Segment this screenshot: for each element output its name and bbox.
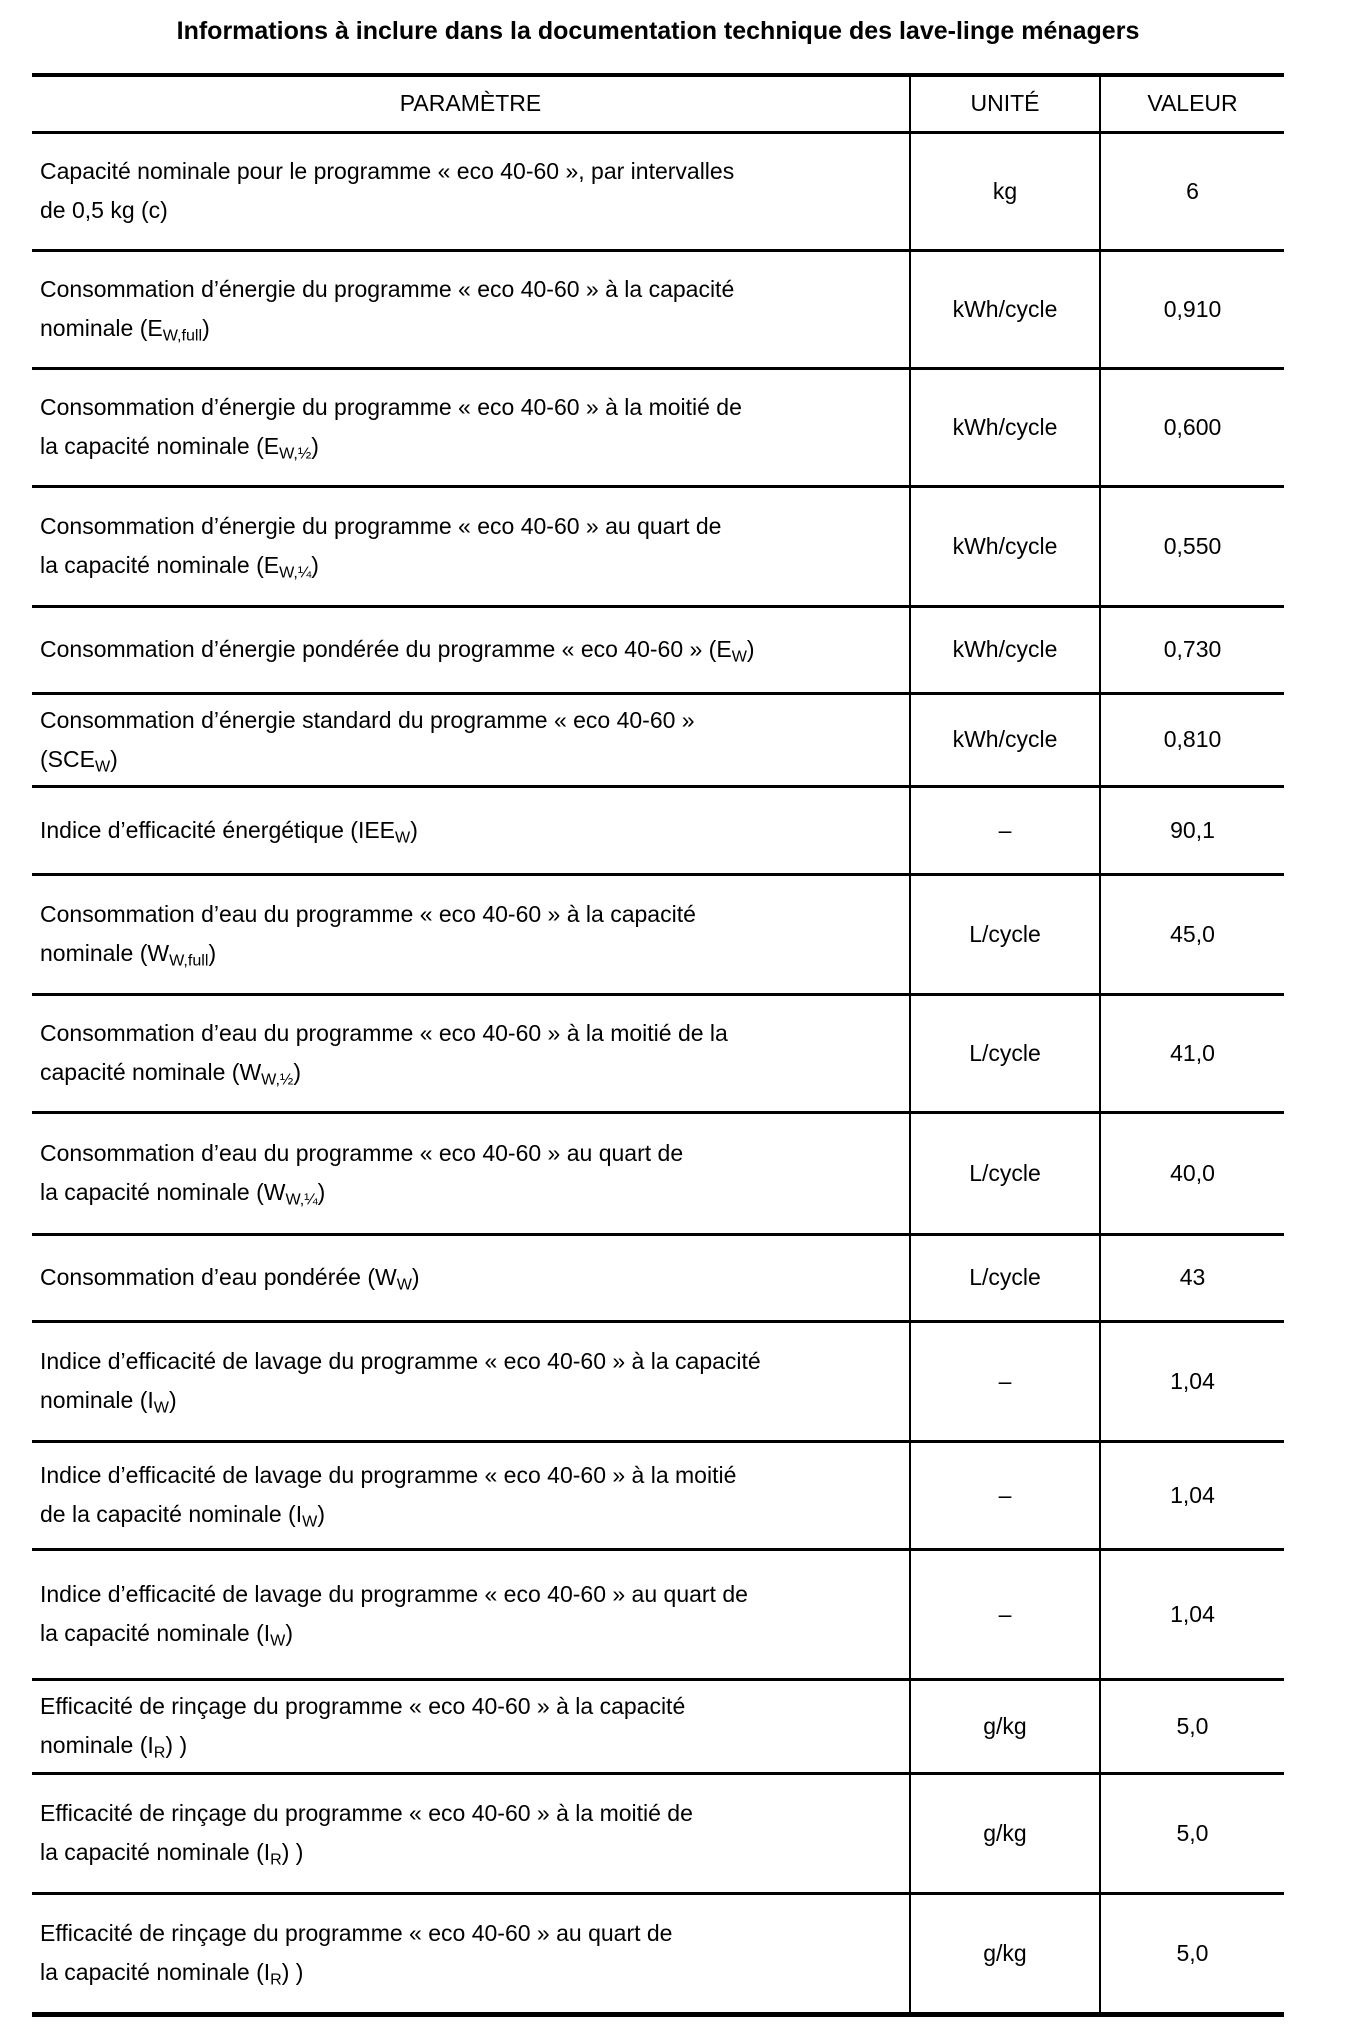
unit-cell: L/cycle (910, 1112, 1100, 1234)
table-row (32, 1679, 1284, 1773)
unit-cell: kWh/cycle (910, 486, 1100, 606)
param-cell: Efficacité de rinçage du programme « eco 40-60 » à la capacité nominale $(I_R)$ ) (32, 1679, 910, 1773)
header-row (32, 75, 1284, 132)
param-cell: Capacité nominale pour le programme « eco 40-60 », par intervalles de 0,5 kg (c) (32, 132, 910, 250)
param-cell: Consommation d’énergie du programme « eco 40-60 » au quart de la capacité nominale $(E_{W,\frac{1}{4}})$ (32, 486, 910, 606)
table-row (32, 132, 1284, 250)
value-cell: 0,550 (1100, 486, 1284, 606)
param-cell: Efficacité de rinçage du programme « eco 40-60 » à la moitié de la capacité nominale $(I_R)$ ) (32, 1773, 910, 1893)
param-cell: Efficacité de rinçage du programme « eco 40-60 » au quart de la capacité nominale $(I_R)$ ) (32, 1893, 910, 2014)
table-row (32, 250, 1284, 368)
value-cell: 41,0 (1100, 994, 1284, 1112)
unit-cell: g/kg (910, 1893, 1100, 2014)
table-row (32, 486, 1284, 606)
unit-cell: g/kg (910, 1679, 1100, 1773)
value-cell: 43 (1100, 1234, 1284, 1321)
table-row (32, 1112, 1284, 1234)
param-cell: Consommation d’énergie pondérée du programme « eco 40-60 » $(E_W)$ (32, 606, 910, 693)
unit-cell: – (910, 786, 1100, 874)
unit-cell: kg (910, 132, 1100, 250)
param-cell: Consommation d’eau pondérée $(W_W)$ (32, 1234, 910, 1321)
param-cell: Consommation d’énergie du programme « eco 40-60 » à la moitié de la capacité nominale $(E_{W,\frac{1}{2}})$ (32, 368, 910, 486)
value-cell: 1,04 (1100, 1321, 1284, 1441)
unit-cell: – (910, 1441, 1100, 1549)
unit-cell: kWh/cycle (910, 606, 1100, 693)
value-cell: 0,730 (1100, 606, 1284, 693)
spec-table (32, 73, 1284, 2017)
table-row (32, 786, 1284, 874)
value-cell: 5,0 (1100, 1773, 1284, 1893)
param-cell: Consommation d’énergie du programme « eco 40-60 » à la capacité nominale $(E_{W,full})$ (32, 250, 910, 368)
param-cell: Consommation d’eau du programme « eco 40-60 » au quart de la capacité nominale $(W_{W,\frac{1}{4}})$ (32, 1112, 910, 1234)
value-cell: 0,810 (1100, 693, 1284, 786)
value-cell: 0,910 (1100, 250, 1284, 368)
column-header-valeur: VALEUR (1100, 75, 1284, 132)
param-cell: Indice d’efficacité de lavage du programme « eco 40-60 » à la moitié de la capacité nominale $(I_W)$ (32, 1441, 910, 1549)
unit-cell: kWh/cycle (910, 693, 1100, 786)
unit-cell: g/kg (910, 1773, 1100, 1893)
unit-cell: L/cycle (910, 994, 1100, 1112)
table-row (32, 693, 1284, 786)
table-row (32, 1773, 1284, 1893)
table-row (32, 1441, 1284, 1549)
document-page (0, 16, 1348, 2017)
param-cell: Consommation d’eau du programme « eco 40-60 » à la capacité nominale $(W_{W,full})$ (32, 874, 910, 994)
value-cell: 45,0 (1100, 874, 1284, 994)
unit-cell: kWh/cycle (910, 250, 1100, 368)
table-row (32, 1321, 1284, 1441)
table-row (32, 994, 1284, 1112)
unit-cell: L/cycle (910, 1234, 1100, 1321)
param-cell: Indice d’efficacité de lavage du programme « eco 40-60 » au quart de la capacité nominale $(I_W)$ (32, 1549, 910, 1679)
value-cell: 6 (1100, 132, 1284, 250)
unit-cell: – (910, 1321, 1100, 1441)
unit-cell: kWh/cycle (910, 368, 1100, 486)
column-header-parametre: PARAMÈTRE (32, 75, 910, 132)
param-cell: Indice d’efficacité énergétique $(IEE_W)$ (32, 786, 910, 874)
table-row (32, 368, 1284, 486)
value-cell: 40,0 (1100, 1112, 1284, 1234)
unit-cell: L/cycle (910, 874, 1100, 994)
table-row (32, 1234, 1284, 1321)
document-title: Informations à inclure dans la documentation technique des lave-linge ménagers (176, 17, 1140, 45)
value-cell: 5,0 (1100, 1893, 1284, 2014)
param-cell: Consommation d’énergie standard du programme « eco 40-60 » $(SCE_W)$ (32, 693, 910, 786)
value-cell: 0,600 (1100, 368, 1284, 486)
table-row (32, 1549, 1284, 1679)
unit-cell: – (910, 1549, 1100, 1679)
value-cell: 5,0 (1100, 1679, 1284, 1773)
table-row (32, 606, 1284, 693)
param-cell: Consommation d’eau du programme « eco 40-60 » à la moitié de la capacité nominale $(W_{W,\frac{1}{2}})$ (32, 994, 910, 1112)
value-cell: 90,1 (1100, 786, 1284, 874)
table-row (32, 874, 1284, 994)
column-header-unite: UNITÉ (910, 75, 1100, 132)
param-cell: Indice d’efficacité de lavage du programme « eco 40-60 » à la capacité nominale $(I_W)$ (32, 1321, 910, 1441)
table-row (32, 1893, 1284, 2014)
value-cell: 1,04 (1100, 1441, 1284, 1549)
value-cell: 1,04 (1100, 1549, 1284, 1679)
